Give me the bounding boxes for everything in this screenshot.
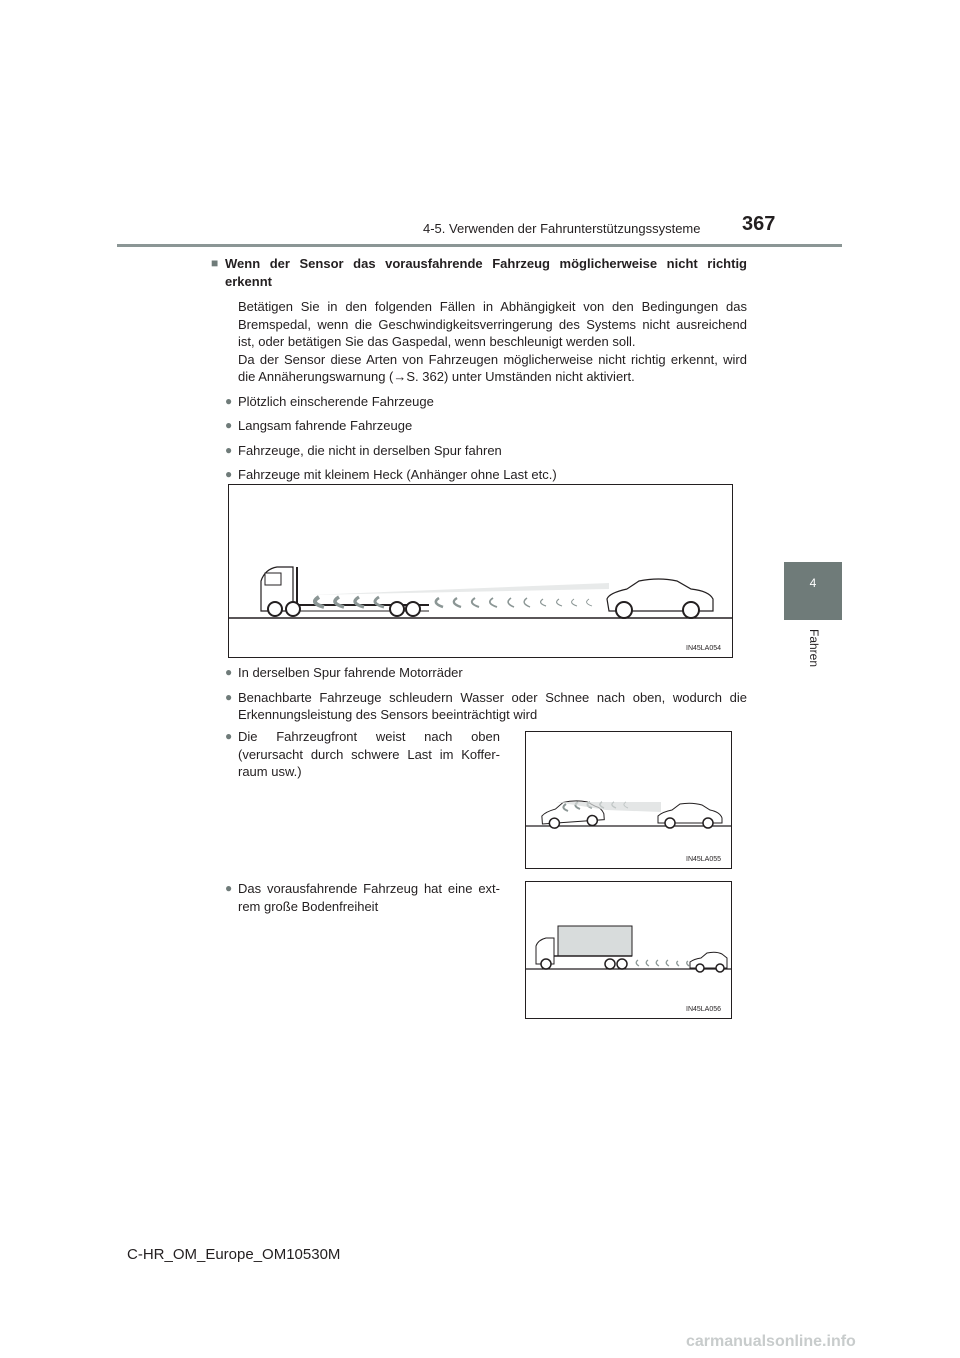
square-marker-icon: ■ (211, 256, 219, 270)
chapter-number: 4 (809, 576, 817, 590)
figure-code: IN45LA056 (686, 1006, 722, 1013)
circle-bullet-icon: ● (225, 393, 233, 408)
figure-truck-trailer (228, 484, 733, 658)
page-number: 367 (742, 213, 776, 235)
circle-bullet-icon: ● (225, 418, 233, 432)
figure-front-raised (525, 731, 732, 869)
list-item: ● Fahrzeuge, die nicht in derselben Spur fahren (225, 442, 502, 458)
illustration-front-raised (526, 732, 731, 868)
circle-bullet-icon: ● (225, 881, 233, 895)
list-item: ● Langsam fahrende Fahrzeuge (225, 418, 413, 433)
header-divider (117, 244, 842, 247)
header-section-title: 4-5. Verwenden der Fahrunterstützungssysteme (423, 221, 701, 236)
content-bullets-b (211, 664, 747, 724)
figure-high-clearance (525, 881, 732, 1019)
circle-bullet-icon: ● (225, 729, 233, 743)
list-item: ● Die Fahrzeugfront weist nach oben (verursacht durch schwere Last im Koffer-raum usw.) (225, 729, 500, 779)
section-heading (211, 255, 747, 290)
circle-bullet-icon: ● (225, 467, 233, 481)
illustration-high-clearance (526, 882, 731, 1018)
figure-code: IN45LA054 (686, 645, 722, 652)
circle-bullet-icon: ● (225, 442, 233, 457)
list-item: ● Fahrzeuge mit kleinem Heck (Anhänger ohne Last etc.) (225, 467, 557, 482)
list-item: ● Benachbarte Fahrzeuge schleudern Wasser oder Schnee nach oben, wodurch die Erkennungsleistung des Sensors beeinträchtigt wird (225, 689, 747, 722)
main-content (211, 255, 747, 484)
circle-bullet-icon: ● (225, 689, 233, 704)
list-item: ● In derselben Spur fahrende Motorräder (225, 665, 463, 680)
list-item: ● Plötzlich einscherende Fahrzeuge (225, 393, 434, 409)
list-item: ● Das vorausfahrende Fahrzeug hat eine ext-rem große Bodenfreiheit (225, 881, 500, 914)
figure-code: IN45LA055 (686, 856, 722, 863)
circle-bullet-icon: ● (225, 665, 233, 679)
chapter-label: Fahren (807, 628, 821, 668)
paragraph: Da der Sensor diese Arten von Fahrzeugen möglicherweise nicht richtig erkennt, wird die Annäherungswarnung (→S. 362) unter Umständen nicht aktiviert. (238, 351, 747, 384)
chapter-tab (784, 562, 842, 620)
watermark: carmanualsonline.info (686, 1333, 856, 1350)
illustration-truck-trailer (229, 485, 732, 657)
section-heading-text: Wenn der Sensor das vorausfahrende Fahrzeug möglicherweise nicht richtig erkennt (225, 256, 747, 289)
paragraph: Betätigen Sie in den folgenden Fällen in Abhängigkeit von den Bedingungen das Bremspedal, wenn die Geschwindigkeitsverringerung des Systems nicht ausreichend ist, oder betätigen Sie das Gaspedal, wenn beschleunigt werden soll. (238, 299, 747, 349)
footer-doc-id: C-HR_OM_Europe_OM10530M (127, 1246, 341, 1263)
